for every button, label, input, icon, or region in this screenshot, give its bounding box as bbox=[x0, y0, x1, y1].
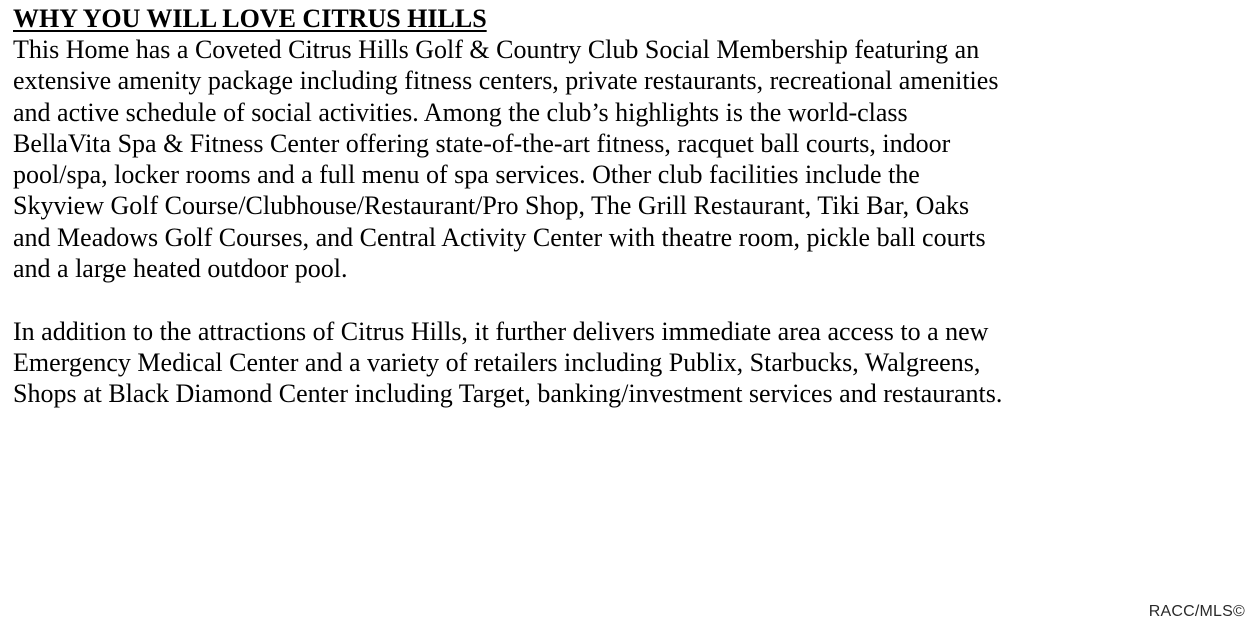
paragraph-area-access bbox=[13, 316, 1073, 410]
paragraph-spacer bbox=[13, 284, 1073, 315]
text-line: and active schedule of social activities. Among the club’s highlights is the world-class bbox=[13, 97, 908, 127]
text-line: and a large heated outdoor pool. bbox=[13, 254, 348, 284]
text-line: and Meadows Golf Courses, and Central Activity Center with theatre room, pickle ball courts bbox=[13, 222, 986, 252]
paragraph-club-amenities bbox=[13, 34, 1073, 284]
text-line: Emergency Medical Center and a variety of retailers including Publix, Starbucks, Walgreens, bbox=[13, 347, 981, 377]
text-line: This Home has a Coveted Citrus Hills Golf & Country Club Social Membership featuring an bbox=[13, 35, 980, 64]
text-line: Skyview Golf Course/Clubhouse/Restaurant/Pro Shop, The Grill Restaurant, Tiki Bar, Oaks bbox=[13, 191, 970, 221]
text-line: extensive amenity package including fitness centers, private restaurants, recreational amenities bbox=[13, 66, 999, 96]
section-heading: WHY YOU WILL LOVE CITRUS HILLS bbox=[13, 4, 487, 33]
text-line: BellaVita Spa & Fitness Center offering state-of-the-art fitness, racquet ball courts, indoor bbox=[13, 128, 951, 158]
mls-watermark: RACC/MLS© bbox=[1148, 603, 1245, 620]
document-body bbox=[13, 3, 1073, 410]
text-line: Shops at Black Diamond Center including Target, banking/investment services and restaurants. bbox=[13, 379, 1003, 409]
text-line: pool/spa, locker rooms and a full menu of spa services. Other club facilities include the bbox=[13, 160, 920, 190]
text-line: In addition to the attractions of Citrus Hills, it further delivers immediate area access to a new bbox=[13, 316, 989, 346]
